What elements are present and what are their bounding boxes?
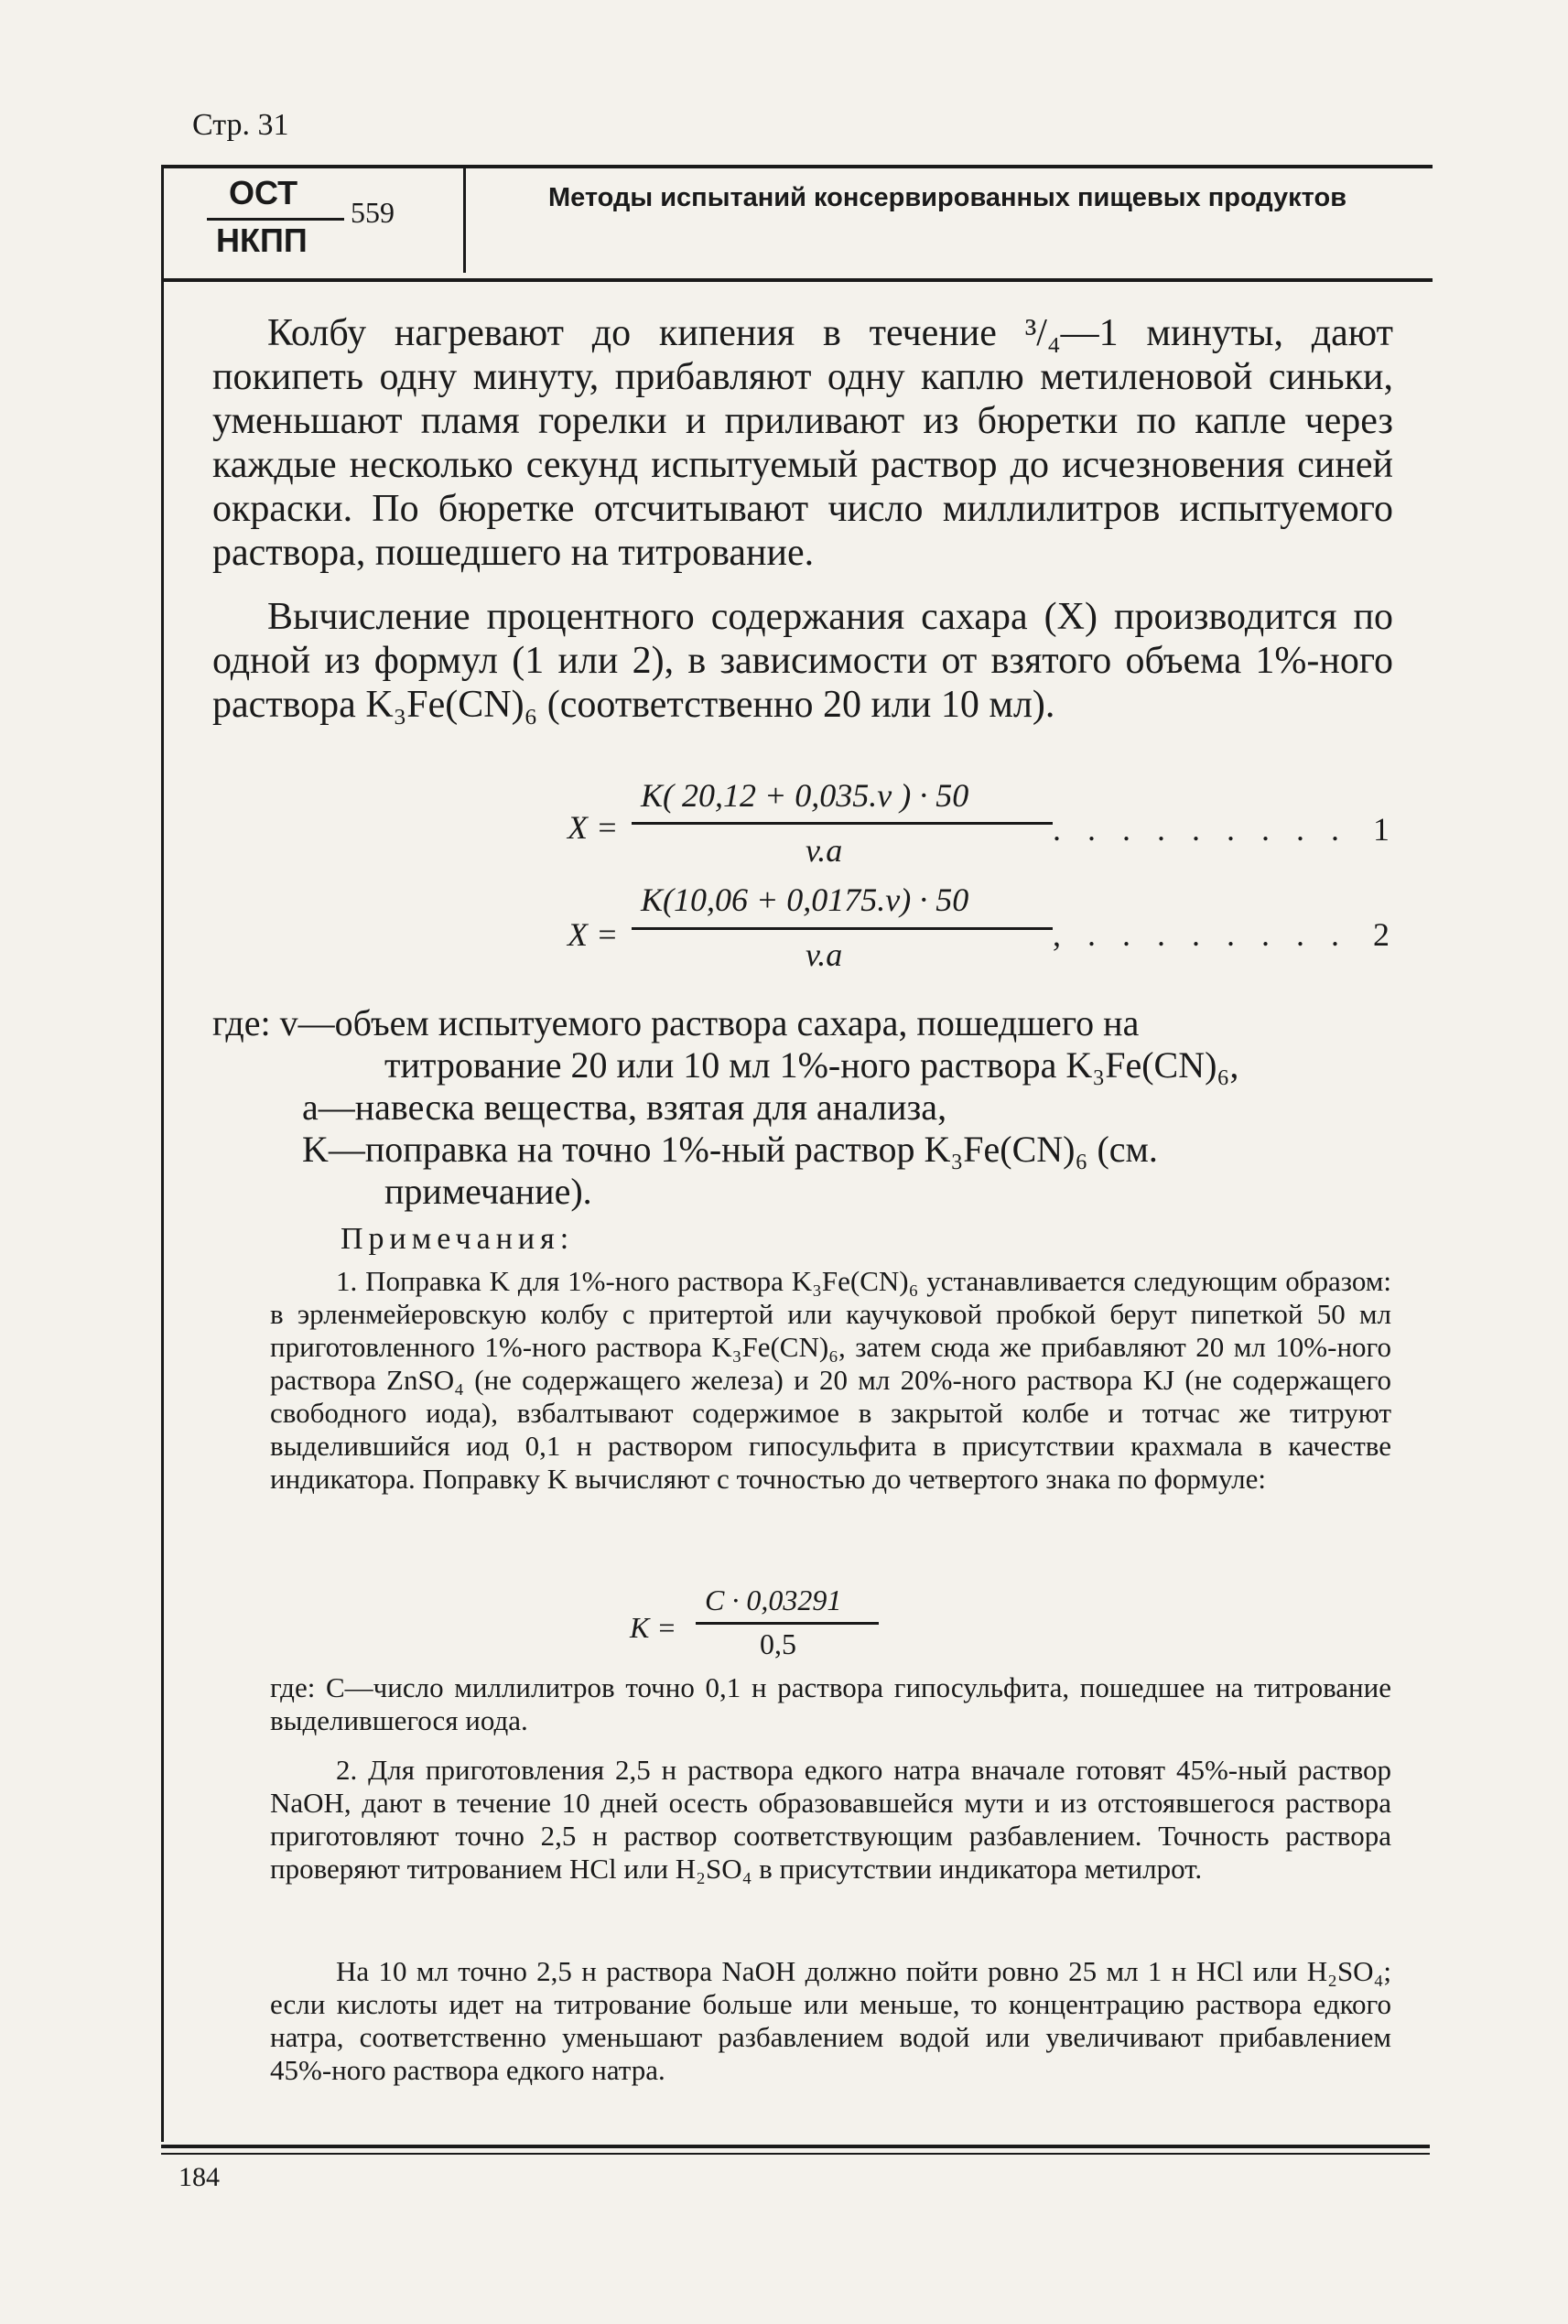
- standard-code-rule: [207, 218, 344, 221]
- where-v-cont: титрование 20 или 10 мл 1%-ного раствора K₃Fe(CN)₆,: [384, 1044, 1239, 1086]
- formula-1-fraction-bar: [632, 822, 1053, 825]
- formula-1-leader-dots: . . . . . . . . .: [1053, 811, 1348, 848]
- formula-2-lhs: X =: [568, 916, 619, 953]
- note-2: 2. Для приготовления 2,5 н раствора едкого натра вначале готовят 45%-ный раствор NaOH, дают в течение 10 дней осесть образовавшейся мути и из отстоявшегося раствора приготовляют точно 2,5 н раствор соответствующим разбавлением. Точность раствора проверяют титрованием HCl или H₂SO₄ в присутствии индикатора метилрот.: [270, 1754, 1391, 1885]
- formula-2-fraction-bar: [632, 927, 1053, 930]
- header-title: Методы испытаний консервированных пищевых продуктов: [547, 183, 1347, 212]
- formula-2-leader-dots: , . . . . . . . .: [1053, 916, 1348, 953]
- formula-1-lhs: X =: [568, 809, 619, 846]
- where-a: a—навеска вещества, взятая для анализа,: [302, 1086, 947, 1128]
- page-label: Стр. 31: [192, 108, 289, 142]
- formula-2-number: 2: [1373, 916, 1390, 953]
- where-k-cont: примечание).: [384, 1171, 592, 1212]
- k-formula-numerator: C · 0,03291: [705, 1584, 842, 1616]
- formula-1-numerator: K( 20,12 + 0,035.v ) · 50: [641, 777, 969, 814]
- paragraph-calculation: Вычисление процентного содержания сахара (X) производится по одной из формул (1 или 2), в зависимости от взятого объема 1%-ного раствора K₃Fe(CN)₆ (соответственно 20 или 10 мл).: [212, 596, 1393, 726]
- standard-number: 559: [351, 196, 395, 229]
- left-margin-rule: [161, 275, 164, 2142]
- standard-code-bottom: НКПП: [216, 222, 308, 259]
- notes-heading: Примечания:: [341, 1222, 575, 1256]
- k-formula-lhs: K =: [630, 1611, 676, 1644]
- note-1-where: где: C—число миллилитров точно 0,1 н раствора гипосульфита, пошедшее на титрование выделившегося иода.: [270, 1671, 1391, 1736]
- formula-1-number: 1: [1373, 811, 1390, 848]
- formula-1-denominator: v.a: [806, 832, 843, 869]
- folio-number: 184: [178, 2162, 220, 2192]
- where-k: K—поправка на точно 1%-ный раствор K₃Fe(CN)₆ (см.: [302, 1129, 1158, 1170]
- bottom-rule: [161, 2145, 1430, 2148]
- note-1: 1. Поправка K для 1%-ного раствора K₃Fe(CN)₆ устанавливается следующим образом: в эрленмейеровскую колбу с притертой или каучуковой пробкой берут пипеткой 50 мл приготовленного 1%-ного раствора K₃Fe(CN)₆, затем сюда же прибавляют 20 мл 10%-ного раствора ZnSO₄ (не содержащего железа) и 20 мл 20%-ного раствора KJ (не содержащего свободного иода), взбалтывают содержимое в закрытой колбе и тотчас же титруют выделившийся иод 0,1 н раствором гипосульфита в присутствии крахмала в качестве индикатора. Поправку K вычисляют с точностью до четвертого знака по формуле:: [270, 1265, 1391, 1495]
- k-formula-fraction-bar: [696, 1622, 879, 1625]
- standard-code-top: ОСТ: [229, 174, 298, 211]
- where-v: где: v—объем испытуемого раствора сахара, пошедшего на: [212, 1002, 1140, 1043]
- header-divider: [463, 168, 466, 273]
- formula-2-denominator: v.a: [806, 936, 843, 973]
- formula-2-numerator: K(10,06 + 0,0175.v) · 50: [641, 881, 969, 918]
- bottom-rule-thin: [161, 2153, 1430, 2155]
- k-formula-denominator: 0,5: [760, 1627, 796, 1660]
- paragraph-titration: Колбу нагревают до кипения в течение ³/₄—1 минуты, дают покипеть одну минуту, прибавляют одну каплю метиленовой синьки, уменьшают пламя горелки и приливают из бюретки по капле через каждые несколько секунд испытуемый раствор до исчезновения синей окраски. По бюретке отсчитывают число миллилитров испытуемого раствора, пошедшего на титрование.: [212, 312, 1393, 574]
- note-2-continuation: На 10 мл точно 2,5 н раствора NaOH должно пойти ровно 25 мл 1 н HCl или H₂SO₄; если кислоты идет на титрование больше или меньше, то концентрацию раствора едкого натра, соответственно уменьшают разбавлением водой или увеличивают прибавлением 45%-ного раствора едкого натра.: [270, 1955, 1391, 2086]
